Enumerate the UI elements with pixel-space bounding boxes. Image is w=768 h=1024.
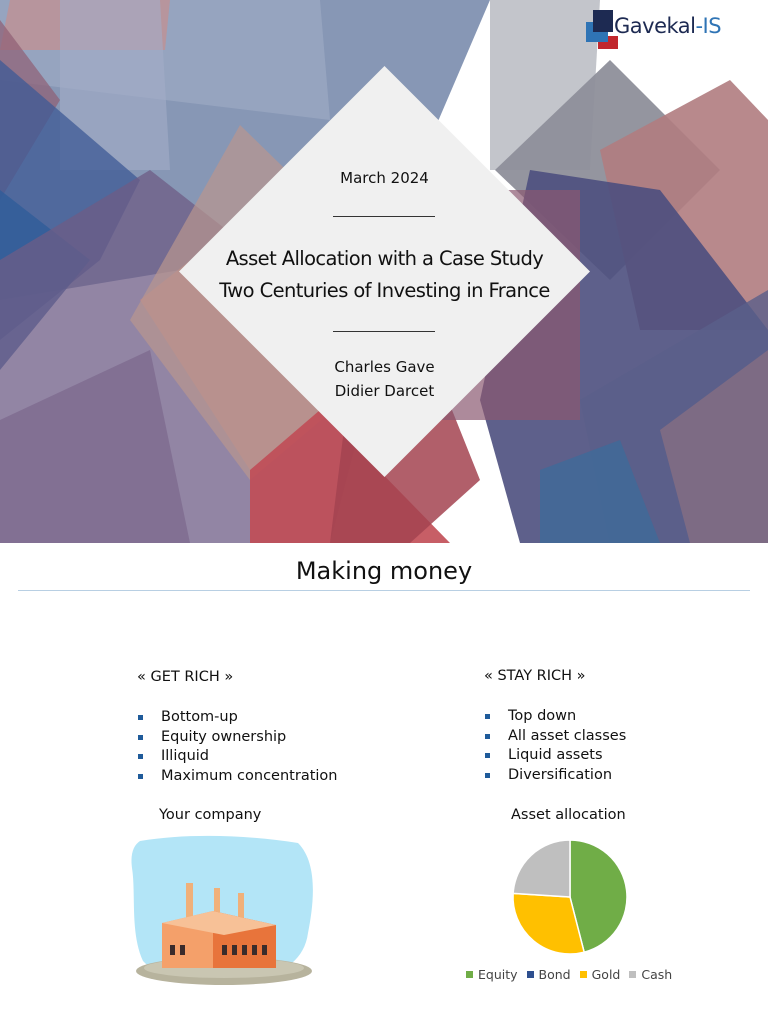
title-line-1: Asset Allocation with a Case Study [225,247,544,270]
asset-allocation-pie-chart [510,837,630,957]
author-1: Charles Gave [334,358,435,376]
bullet-icon [485,773,490,778]
chart-legend [466,967,681,982]
slide-title: Making money [295,557,473,585]
bullet-icon [485,714,490,719]
legend-swatch [466,971,473,978]
factory-icon [128,833,320,991]
author-2: Didier Darcet [334,382,435,400]
bullet-icon [485,734,490,739]
stay-rich-list [484,707,626,786]
cover-date: March 2024 [340,169,429,187]
logo-wordmark [614,14,721,38]
legend-label: Equity [478,967,518,982]
list-item: Equity ownership [137,728,337,748]
title-underline [18,590,750,591]
bullet-icon [138,735,143,740]
legend-swatch [629,971,636,978]
legend-label: Gold [591,967,621,982]
legend-item-cash [629,967,672,982]
title-line-2: Two Centuries of Investing in France [219,279,550,302]
stay-rich-heading: « STAY RICH » [484,668,586,684]
logo-name-part2: -IS [695,14,722,38]
legend-item-bond [527,967,571,982]
list-item: Maximum concentration [137,767,337,787]
legend-swatch [580,971,587,978]
list-item: All asset classes [484,727,626,747]
divider-top [333,216,435,217]
get-rich-heading: « GET RICH » [137,669,234,685]
logo-name-part1: Gavekal [614,14,696,38]
pie-slice-cash [513,840,570,897]
legend-label: Bond [538,967,571,982]
legend-label: Cash [641,967,673,982]
your-company-label: Your company [159,807,262,823]
bullet-icon [138,774,143,779]
cover-title [179,243,590,307]
bullet-icon [485,753,490,758]
legend-item-gold [580,967,621,982]
chart-title: Asset allocation [511,807,626,823]
list-item: Top down [484,707,626,727]
get-rich-list [137,708,337,787]
bullet-icon [138,715,143,720]
list-item: Liquid assets [484,746,626,766]
divider-bottom [333,331,435,332]
making-money-slide [0,543,768,1024]
bullet-icon [138,754,143,759]
legend-swatch [527,971,534,978]
legend-item-equity [466,967,518,982]
list-item: Illiquid [137,747,337,767]
list-item: Bottom-up [137,708,337,728]
list-item: Diversification [484,766,626,786]
